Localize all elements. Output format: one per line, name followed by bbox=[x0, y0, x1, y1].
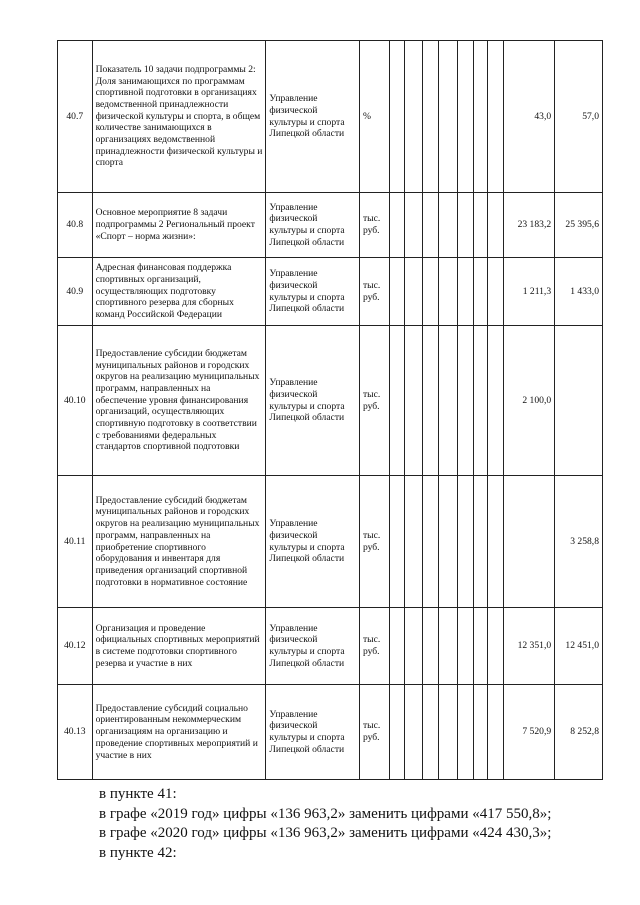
empty-year-cell bbox=[404, 685, 422, 780]
row-number: 40.8 bbox=[58, 193, 93, 258]
amendment-line: в пункте 41: bbox=[99, 786, 177, 802]
empty-year-cell bbox=[488, 193, 504, 258]
empty-year-cell bbox=[422, 193, 438, 258]
row-name: Адресная финансовая поддержка спортивных организаций, осуществляющих подготовку спортивного резерва для сборных команд Российской Федерации bbox=[92, 258, 266, 326]
table-row bbox=[58, 193, 603, 258]
row-unit: тыс. руб. bbox=[359, 476, 390, 608]
row-unit: % bbox=[359, 41, 390, 193]
table-row bbox=[58, 41, 603, 193]
empty-year-cell bbox=[473, 608, 487, 685]
empty-year-cell bbox=[473, 326, 487, 476]
value-2020: 57,0 bbox=[555, 41, 603, 193]
empty-year-cell bbox=[488, 326, 504, 476]
program-table bbox=[57, 40, 603, 780]
empty-year-cell bbox=[457, 476, 473, 608]
empty-year-cell bbox=[488, 685, 504, 780]
empty-year-cell bbox=[457, 193, 473, 258]
empty-year-cell bbox=[473, 258, 487, 326]
row-name: Организация и проведение официальных спортивных мероприятий в системе подготовки спортивного резерва и участие в них bbox=[92, 608, 266, 685]
row-executor: Управление физической культуры и спорта Липецкой области bbox=[266, 608, 360, 685]
empty-year-cell bbox=[422, 41, 438, 193]
value-2019: 7 520,9 bbox=[504, 685, 555, 780]
row-number: 40.12 bbox=[58, 608, 93, 685]
row-unit: тыс. руб. bbox=[359, 685, 390, 780]
empty-year-cell bbox=[473, 193, 487, 258]
empty-year-cell bbox=[439, 193, 457, 258]
value-2020 bbox=[555, 326, 603, 476]
empty-year-cell bbox=[488, 258, 504, 326]
row-unit: тыс. руб. bbox=[359, 258, 390, 326]
row-unit: тыс. руб. bbox=[359, 608, 390, 685]
empty-year-cell bbox=[422, 326, 438, 476]
empty-year-cell bbox=[390, 608, 404, 685]
value-2019: 43,0 bbox=[504, 41, 555, 193]
row-number: 40.7 bbox=[58, 41, 93, 193]
empty-year-cell bbox=[404, 193, 422, 258]
empty-year-cell bbox=[404, 608, 422, 685]
empty-year-cell bbox=[439, 258, 457, 326]
empty-year-cell bbox=[390, 193, 404, 258]
empty-year-cell bbox=[488, 608, 504, 685]
value-2019: 12 351,0 bbox=[504, 608, 555, 685]
row-name: Предоставление субсидии бюджетам муниципальных районов и городских округов на реализацию муниципальных программ, направленных на обеспечение уровня финансирования организаций, осуществляющих спортивную подготовку в соответствии с требованиями федеральных стандартов спортивной подготовки bbox=[92, 326, 266, 476]
table-row bbox=[58, 326, 603, 476]
value-2020: 1 433,0 bbox=[555, 258, 603, 326]
amendment-line: в пункте 42: bbox=[99, 844, 177, 861]
row-number: 40.10 bbox=[58, 326, 93, 476]
empty-year-cell bbox=[473, 685, 487, 780]
row-executor: Управление физической культуры и спорта Липецкой области bbox=[266, 685, 360, 780]
row-executor: Управление физической культуры и спорта Липецкой области bbox=[266, 41, 360, 193]
empty-year-cell bbox=[404, 41, 422, 193]
empty-year-cell bbox=[457, 608, 473, 685]
row-name: Предоставление субсидий социально ориентированным некоммерческим организациям на организацию и проведение спортивных мероприятий и участие в них bbox=[92, 685, 266, 780]
value-2020: 12 451,0 bbox=[555, 608, 603, 685]
row-executor: Управление физической культуры и спорта Липецкой области bbox=[266, 326, 360, 476]
empty-year-cell bbox=[422, 258, 438, 326]
empty-year-cell bbox=[390, 326, 404, 476]
empty-year-cell bbox=[390, 258, 404, 326]
empty-year-cell bbox=[422, 608, 438, 685]
amendment-line: в графе «2020 год» цифры «136 963,2» заменить цифрами «424 430,3»; bbox=[99, 825, 552, 841]
empty-year-cell bbox=[422, 476, 438, 608]
row-name: Основное мероприятие 8 задачи подпрограммы 2 Региональный проект «Спорт – норма жизни»: bbox=[92, 193, 266, 258]
row-unit: тыс. руб. bbox=[359, 193, 390, 258]
empty-year-cell bbox=[439, 476, 457, 608]
value-2020: 8 252,8 bbox=[555, 685, 603, 780]
empty-year-cell bbox=[457, 258, 473, 326]
empty-year-cell bbox=[457, 41, 473, 193]
value-2019: 1 211,3 bbox=[504, 258, 555, 326]
table-row bbox=[58, 685, 603, 780]
empty-year-cell bbox=[404, 326, 422, 476]
row-number: 40.13 bbox=[58, 685, 93, 780]
empty-year-cell bbox=[439, 326, 457, 476]
value-2020: 25 395,6 bbox=[555, 193, 603, 258]
empty-year-cell bbox=[439, 41, 457, 193]
row-name: Показатель 10 задачи подпрограммы 2: Доля занимающихся по программам спортивной подготовки в организациях ведомственной принадлежности физической культуры и спорта, в общем количестве занимающихся в организациях ведомственной принадлежности физической культуры и спорта bbox=[92, 41, 266, 193]
empty-year-cell bbox=[390, 41, 404, 193]
empty-year-cell bbox=[390, 685, 404, 780]
amendment-text bbox=[99, 785, 551, 863]
table-row bbox=[58, 608, 603, 685]
empty-year-cell bbox=[439, 608, 457, 685]
empty-year-cell bbox=[473, 41, 487, 193]
empty-year-cell bbox=[439, 685, 457, 780]
table-row bbox=[58, 476, 603, 608]
empty-year-cell bbox=[488, 476, 504, 608]
empty-year-cell bbox=[390, 476, 404, 608]
value-2019 bbox=[504, 476, 555, 608]
empty-year-cell bbox=[404, 476, 422, 608]
table-row bbox=[58, 258, 603, 326]
value-2020: 3 258,8 bbox=[555, 476, 603, 608]
row-executor: Управление физической культуры и спорта Липецкой области bbox=[266, 258, 360, 326]
row-name: Предоставление субсидий бюджетам муниципальных районов и городских округов на реализацию муниципальных программ, направленных на приобретение спортивного оборудования и инвентаря для приведения организаций спортивной подготовки в нормативное состояние bbox=[92, 476, 266, 608]
empty-year-cell bbox=[457, 326, 473, 476]
amendment-line: в графе «2019 год» цифры «136 963,2» заменить цифрами «417 550,8»; bbox=[99, 805, 552, 822]
row-number: 40.11 bbox=[58, 476, 93, 608]
value-2019: 2 100,0 bbox=[504, 326, 555, 476]
row-executor: Управление физической культуры и спорта Липецкой области bbox=[266, 193, 360, 258]
empty-year-cell bbox=[404, 258, 422, 326]
row-number: 40.9 bbox=[58, 258, 93, 326]
empty-year-cell bbox=[473, 476, 487, 608]
row-unit: тыс. руб. bbox=[359, 326, 390, 476]
empty-year-cell bbox=[457, 685, 473, 780]
row-executor: Управление физической культуры и спорта Липецкой области bbox=[266, 476, 360, 608]
empty-year-cell bbox=[488, 41, 504, 193]
value-2019: 23 183,2 bbox=[504, 193, 555, 258]
empty-year-cell bbox=[422, 685, 438, 780]
